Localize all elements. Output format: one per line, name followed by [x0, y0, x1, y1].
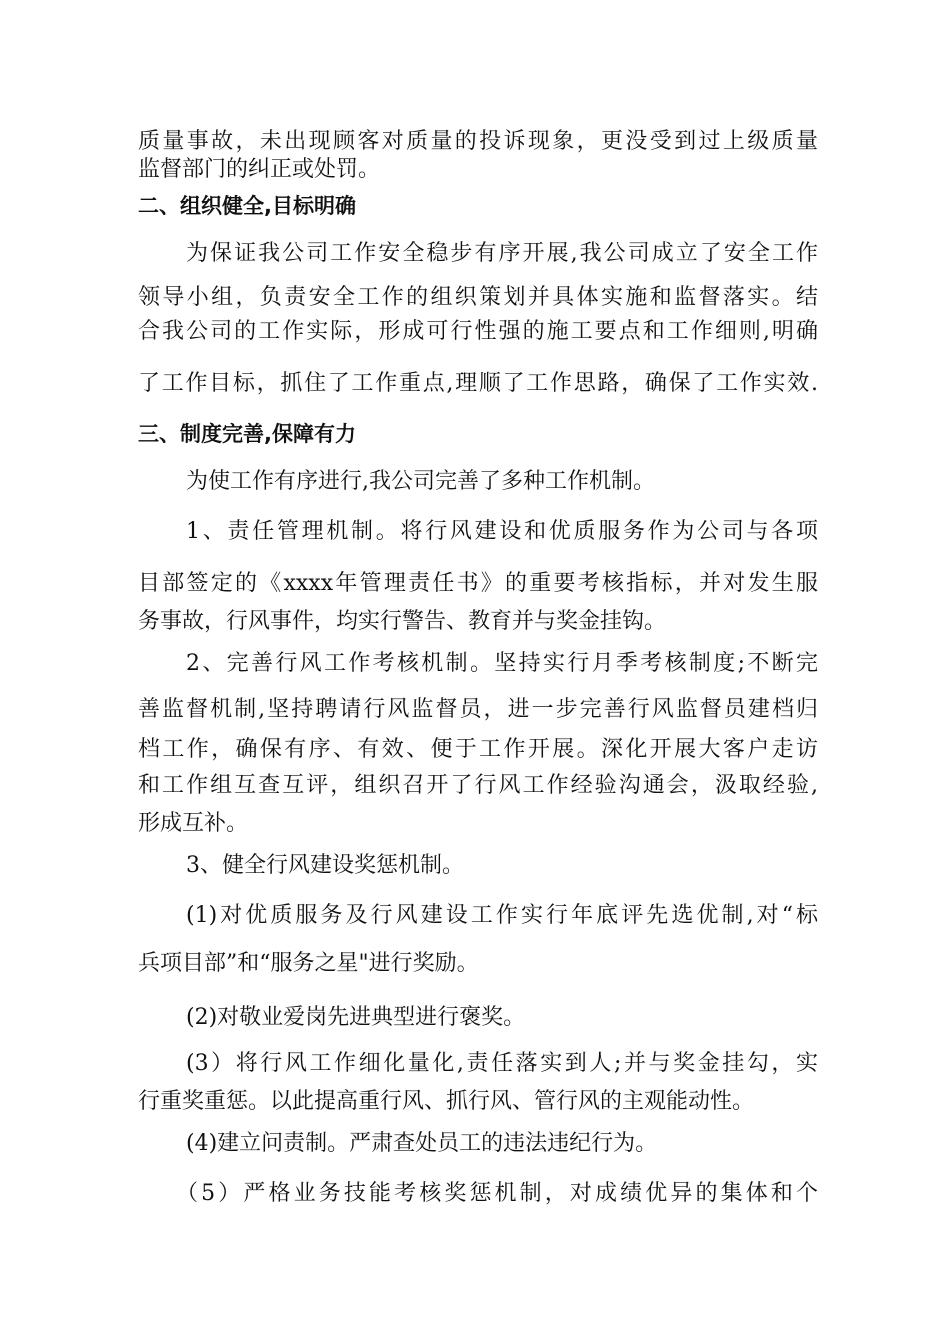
- body-text-line: 形成互补。: [138, 811, 249, 836]
- paragraph-first-line: (1)对优质服务及行风建设工作实行年底评先选优制,对“标: [186, 903, 818, 928]
- body-text-line: 领导小组，负责安全工作的组织策划并具体实施和监督落实。结: [138, 285, 818, 310]
- paragraph-first-line: 为保证我公司工作安全稳步有序开展,我公司成立了安全工作: [186, 241, 818, 266]
- body-text-line: 了工作目标，抓住了工作重点,理顺了工作思路，确保了工作实效.: [138, 371, 818, 396]
- body-text-line: 档工作，确保有序、有效、便于工作开展。深化开展大客户走访: [138, 737, 818, 762]
- paragraph-first-line: (3）将行风工作细化量化,责任落实到人;并与奖金挂勾，实: [186, 1051, 818, 1076]
- body-text-line: 行重奖重惩。以此提高重行风、抓行风、管行风的主观能动性。: [138, 1089, 755, 1114]
- body-text-line: 务事故，行风事件，均实行警告、教育并与奖金挂钩。: [138, 609, 667, 634]
- body-text-line: 善监督机制,坚持聘请行风监督员，进一步完善行风监督员建档归: [138, 697, 818, 722]
- body-text-line: 兵项目部”和“服务之星"进行奖励。: [138, 951, 479, 976]
- body-text-line: 目部签定的《xxxx年管理责任书》的重要考核指标，并对发生服: [138, 571, 818, 596]
- paragraph-first-line: （5）严格业务技能考核奖惩机制，对成绩优异的集体和个: [176, 1181, 818, 1206]
- paragraph-first-line: 1、责任管理机制。将行风建设和优质服务作为公司与各项: [186, 519, 818, 544]
- body-text-line: 监督部门的纠正或处罚。: [138, 157, 381, 182]
- section-heading: 三、制度完善,保障有力: [138, 422, 356, 446]
- body-text-line: 合我公司的工作实际，形成可行性强的施工要点和工作细则,明确: [138, 319, 818, 344]
- paragraph-first-line: 为使工作有序进行,我公司完善了多种工作机制。: [186, 469, 655, 494]
- body-text-line: 质量事故，未出现顾客对质量的投诉现象，更没受到过上级质量: [138, 129, 818, 154]
- paragraph-first-line: (4)建立问责制。严肃查处员工的违法违纪行为。: [186, 1131, 658, 1156]
- paragraph-first-line: (2)对敬业爱岗先进典型进行褒奖。: [186, 1005, 526, 1030]
- section-heading: 二、组织健全,目标明确: [138, 194, 356, 218]
- paragraph-first-line: 2、完善行风工作考核机制。坚持实行月季考核制度;不断完: [186, 651, 818, 676]
- body-text-line: 和工作组互查互评，组织召开了行风工作经验沟通会，汲取经验,: [138, 773, 818, 798]
- paragraph-first-line: 3、健全行风建设奖惩机制。: [186, 853, 464, 878]
